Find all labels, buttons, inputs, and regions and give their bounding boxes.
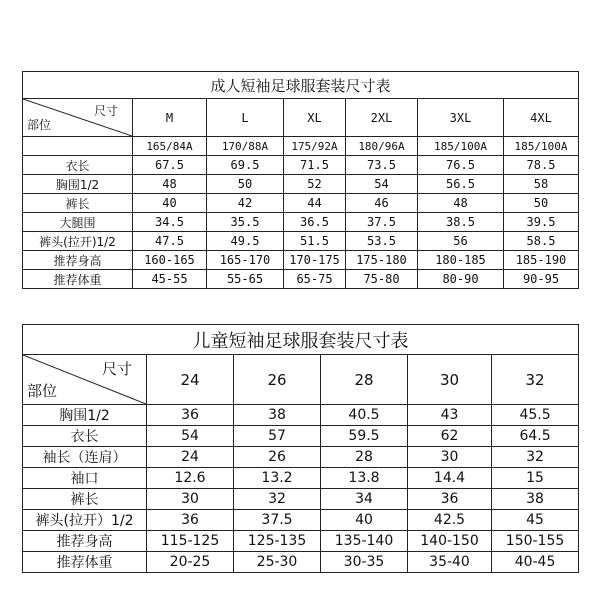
adult-value-cell: 52 — [284, 175, 346, 194]
adult-table-row — [23, 213, 579, 232]
adult-table-row — [23, 251, 579, 270]
adult-value-cell: 58 — [504, 175, 579, 194]
adult-header-corner — [23, 99, 133, 137]
adult-value-cell: 69.5 — [207, 156, 284, 175]
kids-row-label: 推荐体重 — [23, 552, 147, 573]
kids-value-cell: 13.2 — [234, 468, 321, 489]
adult-value-cell: 45-55 — [133, 270, 207, 289]
kids-value-cell: 45.5 — [492, 405, 579, 426]
adult-value-cell: 35.5 — [207, 213, 284, 232]
adult-size-header: L — [207, 99, 284, 137]
adult-table-title: 成人短袖足球服套装尺寸表 — [23, 72, 579, 99]
adult-size-header: 3XL — [418, 99, 504, 137]
kids-table-title: 儿童短袖足球服套装尺寸表 — [23, 325, 579, 355]
adult-value-cell: 39.5 — [504, 213, 579, 232]
kids-value-cell: 12.6 — [147, 468, 234, 489]
kids-value-cell: 54 — [147, 426, 234, 447]
kids-row-label: 胸围1/2 — [23, 405, 147, 426]
kids-size-table — [22, 324, 579, 573]
kids-value-cell: 40 — [321, 510, 408, 531]
adult-size-header: 2XL — [346, 99, 418, 137]
adult-value-cell: 185-190 — [504, 251, 579, 270]
kids-row-label: 袖口 — [23, 468, 147, 489]
adult-size-header: M — [133, 99, 207, 137]
adult-value-cell: 56.5 — [418, 175, 504, 194]
adult-table-row — [23, 270, 579, 289]
kids-value-cell: 38 — [234, 405, 321, 426]
adult-value-cell: 56 — [418, 232, 504, 251]
kids-table-row — [23, 531, 579, 552]
kids-table-row — [23, 405, 579, 426]
adult-value-cell: 47.5 — [133, 232, 207, 251]
adult-value-cell: 90-95 — [504, 270, 579, 289]
adult-value-cell: 50 — [207, 175, 284, 194]
kids-value-cell: 26 — [234, 447, 321, 468]
adult-value-cell: 78.5 — [504, 156, 579, 175]
kids-value-cell: 125-135 — [234, 531, 321, 552]
adult-value-cell: 37.5 — [346, 213, 418, 232]
kids-value-cell: 35-40 — [408, 552, 492, 573]
adult-value-cell: 160-165 — [133, 251, 207, 270]
kids-row-label: 袖长（连肩） — [23, 447, 147, 468]
kids-value-cell: 30 — [408, 447, 492, 468]
kids-header-corner — [23, 355, 147, 405]
kids-value-cell: 36 — [147, 510, 234, 531]
kids-value-cell: 57 — [234, 426, 321, 447]
adult-size-table — [22, 71, 579, 289]
kids-value-cell: 30 — [147, 489, 234, 510]
adult-value-cell: 38.5 — [418, 213, 504, 232]
kids-value-cell: 32 — [234, 489, 321, 510]
kids-value-cell: 14.4 — [408, 468, 492, 489]
kids-row-label: 衣长 — [23, 426, 147, 447]
kids-value-cell: 40-45 — [492, 552, 579, 573]
kids-value-cell: 25-30 — [234, 552, 321, 573]
kids-row-label: 推荐身高 — [23, 531, 147, 552]
adult-size-header: 4XL — [504, 99, 579, 137]
adult-value-cell: 65-75 — [284, 270, 346, 289]
kids-value-cell: 150-155 — [492, 531, 579, 552]
adult-value-cell: 50 — [504, 194, 579, 213]
kids-value-cell: 20-25 — [147, 552, 234, 573]
kids-table-row — [23, 489, 579, 510]
adult-row-label: 推荐身高 — [23, 251, 133, 270]
adult-value-cell: 40 — [133, 194, 207, 213]
kids-value-cell: 45 — [492, 510, 579, 531]
kids-value-cell: 42.5 — [408, 510, 492, 531]
adult-ratio-cell: 165/84A — [133, 137, 207, 156]
kids-size-header: 28 — [321, 355, 408, 405]
kids-value-cell: 24 — [147, 447, 234, 468]
adult-value-cell: 180-185 — [418, 251, 504, 270]
kids-header-size-label: 尺寸 — [101, 360, 132, 378]
adult-value-cell: 58.5 — [504, 232, 579, 251]
adult-table-row — [23, 175, 579, 194]
kids-value-cell: 135-140 — [321, 531, 408, 552]
kids-value-cell: 13.8 — [321, 468, 408, 489]
adult-ratio-cell: 185/100A — [504, 137, 579, 156]
adult-row-label: 推荐体重 — [23, 270, 133, 289]
kids-value-cell: 140-150 — [408, 531, 492, 552]
kids-table-row — [23, 510, 579, 531]
adult-ratio-cell: 185/100A — [418, 137, 504, 156]
adult-row-label: 衣长 — [23, 156, 133, 175]
kids-size-header: 24 — [147, 355, 234, 405]
adult-size-header: XL — [284, 99, 346, 137]
adult-value-cell: 80-90 — [418, 270, 504, 289]
adult-table-body — [23, 156, 579, 289]
kids-table-row — [23, 426, 579, 447]
adult-table-row — [23, 232, 579, 251]
adult-value-cell: 48 — [133, 175, 207, 194]
kids-value-cell: 62 — [408, 426, 492, 447]
kids-table-row — [23, 468, 579, 489]
adult-header-size-label: 尺寸 — [93, 104, 118, 118]
kids-value-cell: 115-125 — [147, 531, 234, 552]
kids-value-cell: 59.5 — [321, 426, 408, 447]
kids-value-cell: 40.5 — [321, 405, 408, 426]
kids-value-cell: 36 — [408, 489, 492, 510]
adult-table-row — [23, 194, 579, 213]
kids-row-label: 裤长 — [23, 489, 147, 510]
adult-ratio-cell: 170/88A — [207, 137, 284, 156]
adult-value-cell: 67.5 — [133, 156, 207, 175]
kids-table-row — [23, 447, 579, 468]
adult-value-cell: 53.5 — [346, 232, 418, 251]
adult-value-cell: 54 — [346, 175, 418, 194]
adult-value-cell: 73.5 — [346, 156, 418, 175]
kids-value-cell: 38 — [492, 489, 579, 510]
kids-value-cell: 43 — [408, 405, 492, 426]
adult-ratio-cell: 180/96A — [346, 137, 418, 156]
adult-row-label: 胸围1/2 — [23, 175, 133, 194]
adult-row-label: 大腿围 — [23, 213, 133, 232]
kids-value-cell: 64.5 — [492, 426, 579, 447]
adult-value-cell: 55-65 — [207, 270, 284, 289]
kids-value-cell: 30-35 — [321, 552, 408, 573]
adult-value-cell: 49.5 — [207, 232, 284, 251]
adult-header-part-label: 部位 — [27, 118, 52, 132]
adult-value-cell: 34.5 — [133, 213, 207, 232]
kids-table-row — [23, 552, 579, 573]
adult-value-cell: 175-180 — [346, 251, 418, 270]
kids-value-cell: 32 — [492, 447, 579, 468]
kids-size-header: 30 — [408, 355, 492, 405]
adult-value-cell: 75-80 — [346, 270, 418, 289]
adult-value-cell: 46 — [346, 194, 418, 213]
adult-value-cell: 42 — [207, 194, 284, 213]
adult-ratio-cell: 175/92A — [284, 137, 346, 156]
kids-header-part-label: 部位 — [27, 382, 58, 400]
adult-row-label: 裤头(拉开)1/2 — [23, 232, 133, 251]
adult-value-cell: 165-170 — [207, 251, 284, 270]
kids-value-cell: 34 — [321, 489, 408, 510]
adult-value-cell: 51.5 — [284, 232, 346, 251]
adult-value-cell: 76.5 — [418, 156, 504, 175]
kids-row-label: 裤头(拉开）1/2 — [23, 510, 147, 531]
adult-value-cell: 71.5 — [284, 156, 346, 175]
adult-value-cell: 48 — [418, 194, 504, 213]
adult-table-row — [23, 156, 579, 175]
kids-size-header: 26 — [234, 355, 321, 405]
adult-ratio-label-cell — [23, 137, 133, 156]
kids-value-cell: 15 — [492, 468, 579, 489]
kids-table-body — [23, 405, 579, 573]
kids-value-cell: 36 — [147, 405, 234, 426]
adult-row-label: 裤长 — [23, 194, 133, 213]
adult-value-cell: 170-175 — [284, 251, 346, 270]
kids-value-cell: 37.5 — [234, 510, 321, 531]
kids-value-cell: 28 — [321, 447, 408, 468]
adult-value-cell: 44 — [284, 194, 346, 213]
adult-value-cell: 36.5 — [284, 213, 346, 232]
kids-size-header: 32 — [492, 355, 579, 405]
